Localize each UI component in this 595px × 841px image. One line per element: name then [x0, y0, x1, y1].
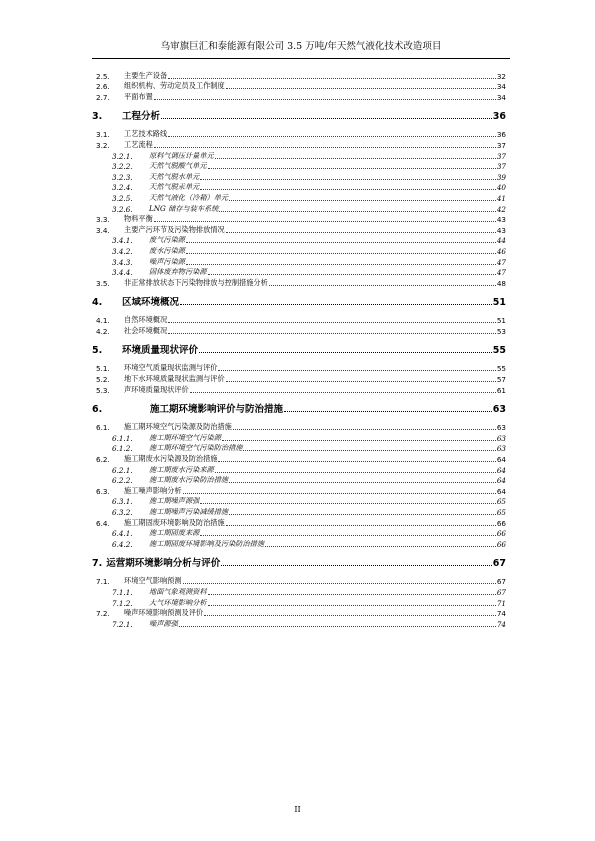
toc-entry[interactable] [92, 214, 506, 225]
toc-entry-title: 固体废弃物污染源 [149, 267, 207, 277]
dot-leader [215, 158, 496, 159]
toc-entry[interactable] [92, 586, 506, 597]
toc-entry-page: 36 [492, 110, 506, 122]
toc-entry[interactable] [92, 91, 506, 102]
dot-leader [226, 88, 496, 89]
toc-entry-number: 5.1. [96, 364, 110, 374]
toc-entry[interactable] [92, 597, 506, 608]
toc-entry-title: 施工噪声影响分析 [124, 485, 182, 495]
toc-entry[interactable] [92, 432, 506, 443]
toc-entry-page: 55 [496, 364, 506, 374]
dot-leader [200, 189, 496, 190]
toc-entry-page: 63 [496, 423, 506, 433]
toc-entry-title: LNG 储存与装车系统 [149, 203, 219, 213]
toc-entry-title: 施工期噪声污染减缓措施 [149, 507, 229, 516]
toc-entry-number: 6.2.1. [112, 465, 133, 475]
toc-entry[interactable] [92, 150, 506, 161]
toc-entry-number: 3.2. [96, 140, 110, 150]
toc-entry-number: 5.2. [96, 375, 110, 385]
toc-entry-title: 区域环境概况 [122, 296, 180, 308]
dot-leader [204, 615, 496, 616]
toc-entry-page: 61 [496, 385, 506, 395]
toc-entry-page: 65 [496, 497, 506, 507]
toc-entry-page: 51 [492, 296, 506, 308]
toc-entry-number: 6.4.1. [112, 529, 133, 539]
dot-leader [233, 429, 496, 430]
toc-entry[interactable] [92, 139, 506, 150]
toc-entry-number: 3.1. [96, 130, 110, 140]
dot-leader [200, 503, 496, 504]
toc-entry-page: 32 [496, 71, 506, 81]
toc-entry-number: 2.6. [96, 82, 110, 92]
toc-entry-title: 工艺流程 [124, 139, 153, 149]
toc-entry-number: 3.4.1. [112, 236, 133, 246]
toc-entry[interactable] [92, 517, 506, 528]
toc-entry-title: 废气污染源 [149, 235, 185, 245]
toc-entry-page: 48 [496, 278, 506, 288]
dot-leader [154, 147, 496, 148]
toc-entry-title: 自然环境概况 [124, 315, 168, 325]
dot-leader [183, 493, 496, 494]
toc-entry-number: 6. [92, 403, 103, 415]
toc-entry-number: 4. [92, 296, 103, 308]
toc-entry[interactable] [92, 528, 506, 539]
toc-entry[interactable] [92, 108, 506, 122]
toc-entry[interactable] [92, 576, 506, 587]
dot-leader [168, 333, 496, 334]
toc-entry-page: 53 [496, 326, 506, 336]
toc-entry-title: 环境空气影响预测 [124, 576, 182, 586]
toc-entry-number: 3.4.3. [112, 257, 133, 267]
toc-entry[interactable] [92, 464, 506, 475]
toc-entry-number: 3.4.2. [112, 246, 133, 256]
dot-leader [243, 450, 495, 451]
toc-entry-number: 3. [92, 110, 103, 122]
dot-leader [226, 232, 496, 233]
toc-entry-number: 3.2.1. [112, 151, 133, 161]
header-rule [92, 58, 510, 59]
dot-leader [229, 482, 496, 483]
dot-leader [218, 370, 495, 371]
toc-entry-number: 6.1.1. [112, 433, 133, 443]
toc-entry-number: 6.4.2. [112, 539, 133, 549]
toc-entry-title: 施工期环境空气污染防治措施 [149, 443, 243, 453]
toc-entry-title: 天然气脱水单元 [149, 171, 200, 181]
toc-entry-number: 3.4.4. [112, 268, 133, 278]
toc-entry-title: 环境质量现状评价 [122, 344, 199, 356]
dot-leader [161, 118, 492, 119]
toc-entry-number: 5. [92, 344, 103, 356]
dot-leader [215, 472, 496, 473]
toc-entry-number: 7.2.1. [112, 619, 133, 629]
toc-entry-page: 47 [496, 257, 506, 267]
toc-entry-page: 66 [496, 529, 506, 539]
toc-entry-page: 36 [496, 130, 506, 140]
toc-entry-title: 平面布置 [124, 91, 153, 101]
toc-entry-title: 天然气脱酸气单元 [149, 161, 207, 171]
toc-entry-number: 6.1.2. [112, 444, 133, 454]
toc-entry[interactable] [92, 453, 506, 464]
toc-entry-title: 环境空气质量现状监测与评价 [124, 363, 218, 373]
toc-entry[interactable] [92, 555, 506, 569]
toc-entry-number: 7. [92, 557, 103, 569]
dot-leader [229, 514, 496, 515]
dot-leader [269, 285, 496, 286]
toc-entry-page: 37 [496, 162, 506, 172]
toc-entry-number: 2.5. [96, 71, 110, 81]
toc-entry-page: 44 [496, 236, 506, 246]
toc-entry[interactable] [92, 192, 506, 203]
toc-entry-number: 4.2. [96, 326, 110, 336]
toc-entry-page: 42 [496, 204, 506, 214]
toc-entry[interactable] [92, 294, 506, 308]
toc-entry-page: 46 [496, 246, 506, 256]
toc-entry-page: 64 [496, 486, 506, 496]
dot-leader [179, 626, 496, 627]
dot-leader [190, 392, 496, 393]
toc-entry-number: 6.3. [96, 486, 110, 496]
toc-entry-number: 3.2.2. [112, 162, 133, 172]
toc-entry-title: 施工期固废来源 [149, 528, 200, 538]
toc-entry-page: 67 [496, 577, 506, 587]
toc-entry-page: 63 [492, 403, 506, 415]
page-number: II [294, 805, 301, 814]
dot-leader [208, 594, 496, 595]
toc-entry[interactable] [92, 422, 506, 433]
toc-entry-title: 噪声源强 [149, 618, 178, 628]
dot-leader [226, 381, 496, 382]
toc-entry-title: 施工期固废环境影响及污染防治措施 [149, 538, 265, 548]
toc-entry-page: 43 [496, 225, 506, 235]
dot-leader [208, 605, 496, 606]
toc-entry[interactable] [92, 325, 506, 336]
toc-entry-number: 3.2.4. [112, 183, 133, 193]
toc-entry-title: 非正常排放状态下污染物排放与控制措施分析 [124, 277, 268, 287]
toc-entry-page: 67 [496, 587, 506, 597]
toc-entry[interactable] [92, 235, 506, 246]
toc-entry-page: 37 [496, 140, 506, 150]
dot-leader [186, 264, 496, 265]
toc-entry-page: 34 [496, 82, 506, 92]
toc-entry-page: 64 [496, 465, 506, 475]
dot-leader [154, 221, 496, 222]
toc-entry[interactable] [92, 256, 506, 267]
dot-leader [265, 546, 496, 547]
dot-leader [222, 440, 496, 441]
toc-entry[interactable] [92, 267, 506, 278]
toc-entry[interactable] [92, 315, 506, 326]
toc-entry-title: 主要产污环节及污染物排放情况 [124, 224, 225, 234]
toc-entry[interactable] [92, 384, 506, 395]
toc-entry-title: 声环境质量现状评价 [124, 384, 189, 394]
toc-entry-page: 64 [496, 476, 506, 486]
toc-entry[interactable] [92, 475, 506, 486]
toc-entry-page: 57 [496, 375, 506, 385]
toc-entry-title: 噪声污染源 [149, 256, 185, 266]
toc-entry-number: 6.2. [96, 455, 110, 465]
toc-entry-title: 天然气脱汞单元 [149, 182, 200, 192]
toc-entry-number: 6.1. [96, 423, 110, 433]
toc-entry[interactable] [92, 401, 506, 415]
toc-entry-page: 34 [496, 92, 506, 102]
toc-entry[interactable] [92, 373, 506, 384]
toc-entry-number: 3.2.5. [112, 193, 133, 203]
toc-entry-title: 施工期环境影响评价与防治措施 [150, 403, 284, 415]
toc-entry-page: 74 [496, 619, 506, 629]
toc-entry-number: 2.7. [96, 92, 110, 102]
toc-entry[interactable] [92, 245, 506, 256]
toc-entry[interactable] [92, 81, 506, 92]
toc-entry-number: 6.3.1. [112, 497, 133, 507]
toc-entry-number: 7.1. [96, 577, 110, 587]
toc-entry[interactable] [92, 277, 506, 288]
toc-entry-page: 66 [496, 518, 506, 528]
toc-entry-number: 7.1.1. [112, 587, 133, 597]
toc-entry-page: 65 [496, 508, 506, 517]
toc-entry[interactable] [92, 161, 506, 172]
toc-entry-page: 63 [496, 433, 506, 443]
toc-entry-title: 物料平衡 [124, 214, 153, 224]
toc-entry-number: 7.2. [96, 609, 110, 619]
dot-leader [208, 274, 496, 275]
dot-leader [221, 565, 492, 566]
toc-entry[interactable] [92, 129, 506, 140]
toc-entry-title: 施工期噪声源强 [149, 496, 200, 506]
dot-leader [219, 211, 495, 212]
toc-entry-title: 施工期废水污染防治措施 [149, 475, 229, 485]
toc-entry-number: 3.5. [96, 278, 110, 288]
toc-entry[interactable] [92, 182, 506, 193]
toc-entry-title: 地下水环境质量现状监测与评价 [124, 374, 225, 384]
toc-entry-page: 66 [496, 539, 506, 549]
toc-entry[interactable] [92, 618, 506, 629]
dot-leader [154, 99, 496, 100]
dot-leader [208, 168, 496, 169]
table-of-contents [92, 70, 506, 629]
toc-entry-number: 3.2.3. [112, 172, 133, 182]
dot-leader [229, 200, 496, 201]
toc-entry-number: 6.2.2. [112, 476, 133, 486]
dot-leader [168, 136, 496, 137]
dot-leader [186, 242, 496, 243]
dot-leader [284, 411, 492, 412]
toc-entry-page: 39 [496, 172, 506, 182]
running-header: 乌审旗巨汇和泰能源有限公司 3.5 万吨/年天然气液化技术改造项目 [160, 41, 442, 52]
dot-leader [218, 461, 495, 462]
toc-entry-title: 施工期环境空气污染源 [149, 432, 221, 442]
toc-entry-page: 43 [496, 215, 506, 225]
dot-leader [200, 179, 496, 180]
toc-entry-title: 工程分析 [122, 110, 161, 122]
toc-entry-number: 6.4. [96, 518, 110, 528]
toc-entry-page: 51 [496, 316, 506, 326]
toc-entry[interactable] [92, 224, 506, 235]
toc-entry[interactable] [92, 171, 506, 182]
toc-entry[interactable] [92, 443, 506, 454]
toc-entry-page: 47 [496, 268, 506, 278]
toc-entry[interactable] [92, 363, 506, 374]
toc-entry-title: 噪声环境影响预测及评价 [124, 608, 204, 618]
toc-entry-title: 大气环境影响分析 [149, 597, 207, 607]
toc-entry-number: 7.1.2. [112, 598, 133, 608]
toc-entry-number: 5.3. [96, 385, 110, 395]
toc-entry[interactable] [92, 538, 506, 549]
toc-entry-number: 3.2.6. [112, 204, 133, 214]
dot-leader [180, 304, 492, 305]
toc-entry-title: 施工期环境空气污染源及防治措施 [124, 422, 232, 432]
toc-entry-page: 37 [496, 151, 506, 161]
toc-entry-title: 施工期固废环境影响及防治措施 [124, 517, 225, 527]
dot-leader [199, 352, 492, 353]
toc-entry[interactable] [92, 70, 506, 81]
toc-entry[interactable] [92, 342, 506, 356]
toc-entry-title: 废水污染源 [149, 245, 185, 255]
toc-entry-number: 4.1. [96, 316, 110, 326]
toc-entry-title: 地面气象观测资料 [149, 586, 207, 596]
toc-entry-title: 天然气液化（冷箱）单元 [149, 192, 229, 202]
dot-leader [168, 322, 496, 323]
toc-entry-number: 6.3.2. [112, 508, 133, 517]
toc-entry-page: 63 [496, 444, 506, 454]
dot-leader [183, 583, 496, 584]
toc-entry-page: 67 [492, 557, 506, 569]
toc-entry-page: 64 [496, 455, 506, 465]
toc-entry-title: 社会环境概况 [124, 325, 168, 335]
dot-leader [226, 525, 496, 526]
toc-entry-title: 原料气调压计量单元 [149, 150, 214, 160]
toc-entry-number: 3.4. [96, 225, 110, 235]
toc-entry-title: 工艺技术路线 [124, 129, 168, 139]
toc-entry[interactable] [92, 506, 506, 517]
dot-leader [200, 535, 496, 536]
toc-entry[interactable] [92, 203, 506, 214]
toc-entry-title: 运营期环境影响分析与评价 [106, 557, 221, 569]
dot-leader [186, 253, 496, 254]
toc-entry-page: 41 [496, 193, 506, 203]
toc-entry-page: 74 [496, 609, 506, 619]
toc-entry-page: 40 [496, 183, 506, 193]
toc-entry[interactable] [92, 496, 506, 507]
toc-entry-title: 组织机构、劳动定员及工作制度 [124, 81, 225, 91]
dot-leader [168, 78, 496, 79]
toc-entry-title: 主要生产设备 [124, 70, 168, 80]
toc-entry[interactable] [92, 485, 506, 496]
toc-entry-page: 71 [496, 598, 506, 608]
toc-entry-page: 55 [492, 344, 506, 356]
toc-entry-title: 施工期废水污染来源 [149, 464, 214, 474]
toc-entry[interactable] [92, 608, 506, 619]
toc-entry-title: 施工期废水污染源及防治措施 [124, 454, 218, 464]
toc-entry-number: 3.3. [96, 215, 110, 225]
